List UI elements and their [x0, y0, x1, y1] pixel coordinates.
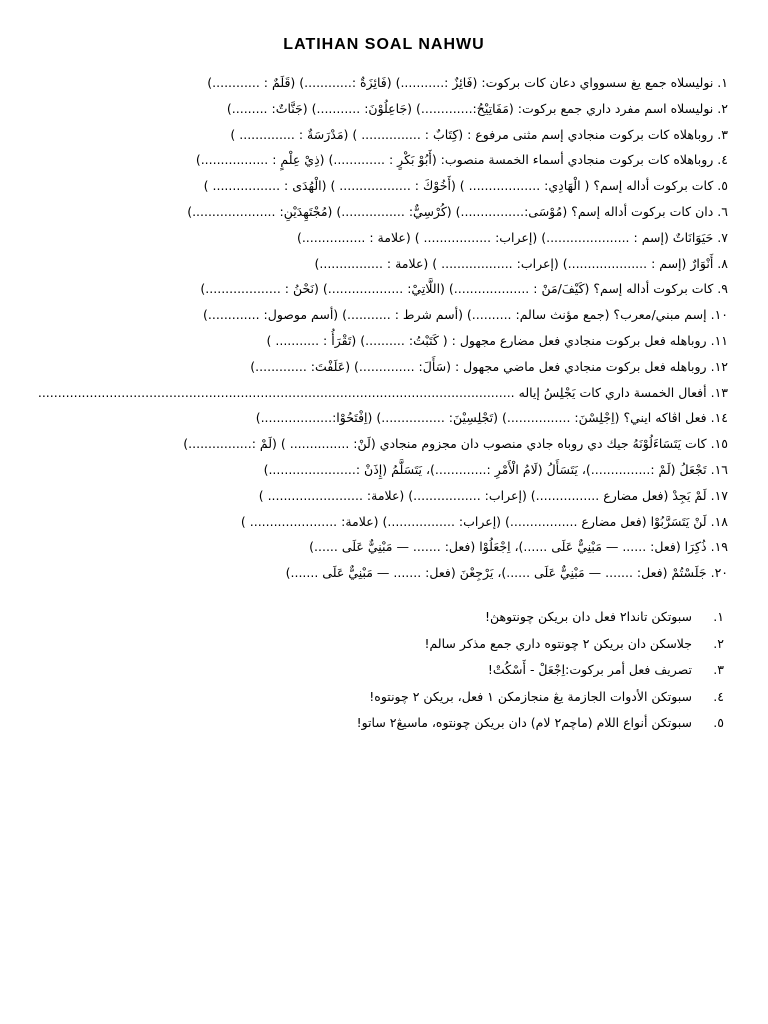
item-number: ٥. — [717, 178, 728, 194]
item-text: دان كات بركوت أداله إسم؟ (مُوْسَى:................) (كُرْسِيٌّ: ................) (مُجْتَهِدَيْنِ: .....................) — [187, 203, 714, 219]
list-item — [8, 122, 728, 148]
list-item — [24, 631, 724, 658]
item-number: ١١. — [710, 332, 728, 348]
item-text: جَلَسْتُمْ (فعل: ....... — مَبْنِيٌّ عَلَى ......)، يَرْجِعْنَ (فعل: ....... — مَبْنِيٌّ عَلَى .......) — [285, 565, 707, 581]
list-item — [8, 354, 728, 380]
item-number: ٤. — [713, 688, 724, 704]
item-number: ١٦. — [710, 461, 728, 477]
item-text: إسم مبني/معرب؟ (جمع مؤنث سالم: ..........) (أسم شرط : ...........) (أسم موصول: .............) — [203, 307, 707, 323]
list-item — [8, 380, 728, 406]
list-item — [8, 560, 728, 586]
item-text: روباهلاه كات بركوت منجادي أسماء الخمسة منصوب: (أَبُوْ بَكْرٍ : .............) (ذِيْ عِلْمٍ : .................) — [195, 152, 714, 168]
essay-question-list — [24, 604, 724, 737]
item-number: ١٩. — [710, 539, 728, 555]
list-item — [8, 70, 728, 96]
item-number: ١٨. — [710, 513, 728, 529]
item-text: تصريف فعل أمر بركوت:اِجْعَلْ - أَسْكُتْ! — [487, 662, 692, 677]
item-text: سبوتكن تاندا٢ فعل دان بريكن چونتوهڽ! — [485, 609, 692, 624]
item-number: ٨. — [717, 255, 728, 271]
item-text: روباهلاه كات بركوت منجادي إسم مثنى مرفوع : (كِتَابٌ : ............... ) (مَدْرَسَةٌ : .............. ) — [230, 126, 714, 142]
item-text: نوليسلاه اسم مفرد داري جمع بركوت: (مَفَاتِيْحُ:.............) (جَاعِلُوْنَ: ...........) (جَنَّاتٌ: .........) — [226, 100, 714, 116]
list-item — [24, 684, 724, 711]
item-number: ٦. — [717, 203, 728, 219]
item-number: ١٢. — [710, 358, 728, 374]
list-item — [8, 147, 728, 173]
list-item — [8, 276, 728, 302]
list-item — [8, 199, 728, 225]
item-number: ٣. — [713, 662, 724, 677]
item-number: ١. — [713, 609, 724, 624]
item-text: سبوتكن أنواع اللام (ماچم٢ لام) دان بريكن چونتوه، ماسيڠ٢ ساتو! — [356, 715, 692, 730]
item-number: ١٠. — [710, 307, 728, 323]
item-text: سبوتكن الأدوات الجازمة يڠ منجازمكن ١ فعل، بريكن ٢ چونتوه! — [369, 688, 692, 704]
item-number: ٧. — [717, 229, 728, 245]
item-text: تَجْعَلُ (لَمْ :...............)، يَتَسَأَلُ (لَامُ الْأَمْرِ :.............)، يَتَسَلَّمُ (إِذَنْ :......................) — [263, 461, 707, 477]
item-number: ٥. — [713, 715, 724, 730]
item-text: لَنْ يَتَسَرَّبُوْا (فعل مضارع .................) (إعراب: .................) (علامة: ...................... ) — [240, 513, 707, 529]
item-number: ١٥. — [710, 436, 728, 452]
item-text: جلاسكن دان بريكن ٢ چونتوه داري جمع مذكر سالم! — [424, 635, 692, 651]
item-text: أَنْوَارٌ (إسم : ....................) (إعراب: .................. ) (علامة : ................) — [314, 255, 714, 271]
item-text: حَيَوَانَاتٌ (إسم : .....................) (إعراب: ................. ) (علامة : ................) — [296, 229, 714, 245]
item-number: ٤. — [717, 152, 728, 168]
item-text: فعل اڤاكه ايني؟ (اِجْلِسْنَ: ................) (تَجْلِسِيْنَ: ................) (اِفْتَحُوْا:..................) — [255, 410, 707, 426]
item-text: روباهله فعل بركوت منجادي فعل ماضي مجهول : (سَأَلَ: ..............) (عَلَفْتَ: .............) — [250, 358, 707, 374]
exercise-list — [8, 70, 728, 586]
list-item — [24, 710, 724, 737]
item-text: أفعال الخمسة داري كات يَجْلِسُ إياله ........................................................................................................................ — [37, 384, 707, 400]
list-item — [8, 405, 728, 431]
item-number: ١٤. — [710, 410, 728, 426]
list-item — [8, 173, 728, 199]
list-item — [8, 328, 728, 354]
list-item — [8, 431, 728, 457]
item-number: ٢٠. — [710, 565, 728, 581]
list-item — [8, 509, 728, 535]
list-item — [8, 251, 728, 277]
list-item — [8, 96, 728, 122]
item-number: ٣. — [717, 126, 728, 142]
page-title: LATIHAN SOAL NAHWU — [283, 36, 485, 53]
list-item — [8, 225, 728, 251]
item-text: نوليسلاه جمع يغ سسوواي دعان كات بركوت: (فَائِزٌ :...........) (فَائِزَةٌ :............) (قَلَمٌ : ............) — [207, 75, 714, 90]
list-item — [8, 457, 728, 483]
item-text: ذُكِرَا (فعل: ...... — مَبْنِيٌّ عَلَى ......)، اِجْعَلُوْا (فعل: ....... — مَبْنِيٌّ عَلَى ......) — [309, 539, 707, 555]
list-item — [24, 657, 724, 684]
list-item — [24, 604, 724, 631]
item-number: ٩. — [717, 281, 728, 297]
item-text: كات بركوت أداله إسم؟ ( الْهَادِي: .................. ) (أَخُوْكَ : .................. ) (الْهُدَى : ................. ) — [203, 178, 714, 194]
list-item — [8, 483, 728, 509]
item-text: روباهله فعل بركوت منجادي فعل مضارع مجهول : ( كَتَبْتُ: ..........) (تَقْرَأُ : ........... ) — [266, 332, 707, 348]
item-number: ١٧. — [710, 487, 728, 503]
list-item — [8, 302, 728, 328]
item-number: ٢. — [717, 100, 728, 116]
list-item — [8, 534, 728, 560]
item-number: ٢. — [713, 635, 724, 651]
item-text: كات يَتَسَاءَلُوْنَهُ جيك دي روباه جادي منصوب دان مجزوم منجادي (لَنْ: ............... ) (لَمْ :................) — [183, 436, 707, 452]
item-number: ١٣. — [710, 384, 728, 400]
item-text: كات بركوت أداله إسم؟ (كَيْفَ/مَنْ : ...................) (اللَّاتِيْ: ...................) (نَحْنُ : ...................) — [200, 281, 714, 297]
item-number: ١. — [717, 75, 728, 90]
item-text: لَمْ يَجِدْ (فعل مضارع ................) (إعراب: .................) (علامة: ........................ ) — [258, 487, 707, 503]
